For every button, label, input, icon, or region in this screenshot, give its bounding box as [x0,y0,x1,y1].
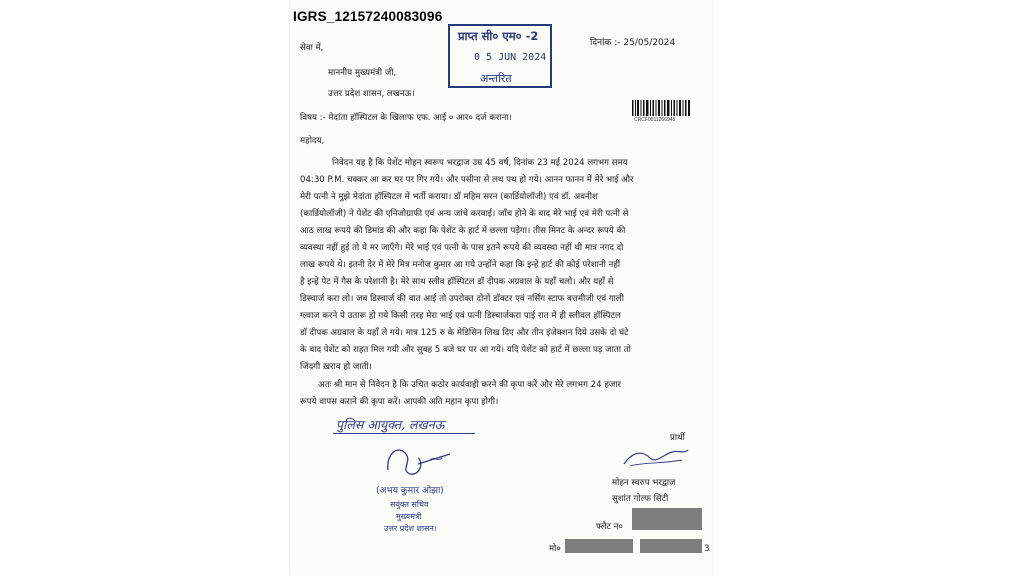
officer-signature [380,440,460,480]
flat-number-redaction [632,508,702,530]
body-line: लाख रूपये थे। इतनी देर में मेरे मित्र मनोज कुमार आ गये उन्होंने कहा कि इन्हें हार्ट की कोई परेशानी नहीं [300,260,621,270]
applicant-address: सुशांत गोल्फ सिटी [612,494,669,504]
officer-designation: सयुंक्त सचिव [390,500,429,509]
request-line: अतः श्री मान से निवेदन है कि उचित कठोर कार्यवाही करने की कृपा करें और मेरे लगभग 24 हजार [318,380,622,390]
applicant-label: प्रार्थी [670,433,685,443]
address-to: सेवा में, [300,43,324,53]
request-line: रूपये वापस कराने की कृपा करें। आपकी अति महान कृपा होगी। [300,397,499,407]
body-line: जिंदगी ख़राब हो जाती। [300,362,372,372]
mobile-redaction-2 [640,539,702,553]
stamp-received-text: प्राप्त सी० एम० -2 [458,29,539,43]
received-stamp [448,24,552,88]
mobile-suffix: 3 [704,544,710,554]
reference-number: IGRS_12157240083096 [293,9,443,24]
body-line: व्यवस्था नहीं हुई तो ये मर जाएँगे। मेरे भाई एवं पत्नी के पास इतने रूपये की व्यवस्था नहीं थी मात्र नगद दो [300,243,624,253]
body-line: आठ लाख रूपये की डिमांड की और कहा कि पेशेंट के हार्ट में छल्ला पड़ेगा। तीस मिनट के अन्दर रूपये की [300,226,626,236]
barcode-number: CRCF0011266945 [634,117,676,123]
forward-note-underline [333,433,475,434]
officer-name: (अभय कुमार ओझा) [376,486,444,496]
salutation: महोदय, [300,136,325,146]
body-line: है इन्हें पेट में गैस के परेशानी है। मेरे साथ स्लीव हॉस्पिटल डॉ दीपक अग्रवाल के यहाँ चलो। और यहाँ से [300,277,614,287]
applicant-signature [620,444,692,470]
flat-label: फ्लैट न० [596,522,623,532]
address-recipient: माननीय मुख्यमंत्री जी, [328,68,397,78]
body-line: 04:30 P.M. चक्कर आ कर घर पर गिर गये। और पसीना से लथ पथ हो गये। आनन फानन में मेरे भाई और [300,175,634,185]
officer-department: मुख्यमंत्री [396,512,422,521]
officer-government: उत्तर प्रदेश शासन। [384,524,437,533]
barcode-image [632,100,690,116]
mobile-redaction-1 [565,539,633,553]
body-line: के बाद पेशेंट को राहत मिल गयी और सुबह 5 बजे घर पर आ गये। यदि पेशेंट को हार्ट में छल्ला पड़ जाता तो [300,345,631,355]
forward-note: पुलिस आयुक्त, लखनऊ [336,417,445,432]
letter-date: दिनांक :- 25/05/2024 [590,38,676,48]
body-line: (कार्डियोलॉजी) ने पेशेंट की एनिजोग्राफी एवं अन्य जांचे करवाई। जाँच होने के बाद मेरे भाई एवं मेरी पत्नी से [300,209,629,219]
stamp-forwarded-text: अन्तरित [480,72,512,85]
applicant-name: मोहन स्वरुप भरद्वाज [612,478,676,488]
body-line: निवेदन यह है कि पेशेंट मोहन स्वरूप भरद्वाज उम्र 45 वर्ष, दिनांक 23 मई 2024 लगभग समय [332,158,628,168]
address-office: उत्तर प्रदेश शासन, लखनऊ। [328,89,415,99]
body-line: डॉ दीपक अग्रवाल के यहाँ ले गये। मात्र 125 रु के मेडिसिन लिख दिए और तीन इंजेक्शन दिये उसके दो घंटे [300,328,629,338]
subject-line: विषय :- मेदांता हॉस्पिटल के खिलाफ एफ. आई ० आर० दर्ज कराना। [300,113,512,123]
body-line: मेरी पत्नी ने मुझे मेदांता हॉस्पिटल में भर्ती कराया। डॉ महिम सरन (कार्डियोलॉजी) एवं डॉ. अवनीश [300,192,598,202]
body-line: ग्ल्वाज करने पे उतारू हो गये किसी तरह मेरा भाई एवं पत्नी डिस्चार्जकरा पाई रात में ही स्लीवल हॉस्पिटल [300,311,621,321]
stamp-date: 0 5 JUN 2024 [474,52,547,63]
body-line: डिस्चार्ज करा लो। जब डिस्चार्ज की बात आई तो उपरोक्त दोनों डॉक्टर एवं नर्सिंग स्टाफ बत्तमीजी एवं गाली [300,294,624,304]
mobile-label: मो० [549,544,561,554]
